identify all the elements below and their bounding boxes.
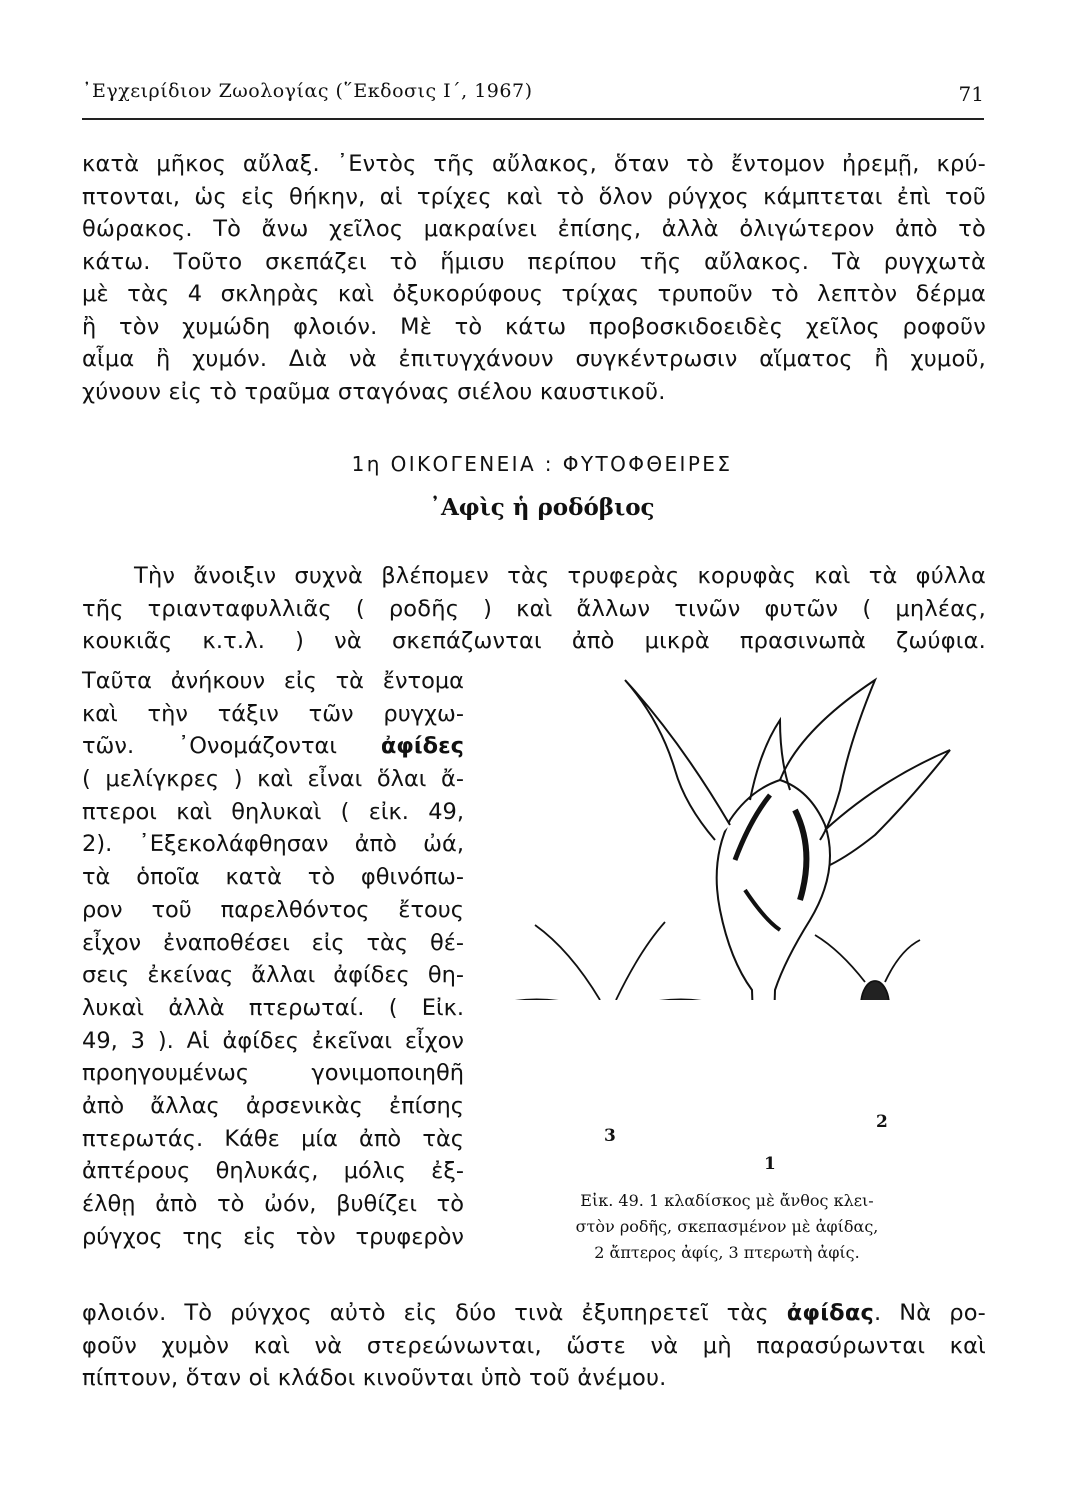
text-line: τὰ ὁποῖα κατὰ τὸ φθινόπω- — [82, 864, 464, 891]
winged-aphid-drawing — [495, 922, 720, 1000]
text-span: φλοιόν. Τὸ ρύγχος αὐτὸ εἰς δύο τινὰ ἐξυπηρετεῖ τὰς — [82, 1300, 787, 1326]
text-line: καὶ τὴν τάξιν τῶν ρυγχω- — [82, 700, 464, 727]
text-line: ἀπὸ ἄλλας ἀρσενικὰς ἐπίσης — [82, 1092, 464, 1119]
text-line: ἀπτέρους θηλυκάς, μόλις ἐξ- — [82, 1158, 464, 1185]
text-line: κάτω. Τοῦτο σκεπάζει τὸ ἥμισυ περίπου τῆς αὔλακος. Τὰ ρυγχωτὰ — [82, 248, 986, 275]
species-heading: ᾿Αφὶς ἡ ροδόβιος — [429, 494, 655, 521]
text-span: . Νὰ ρο- — [874, 1300, 986, 1326]
text-line: πτονται, ὡς εἰς θήκην, αἱ τρίχες καὶ τὸ ὅλον ρύγχος κάμπτεται ἐπὶ τοῦ — [82, 183, 986, 210]
caption-line: στὸν ροδῆς, σκεπασμένον μὲ ἀφίδας, — [575, 1217, 879, 1236]
term-afidas: ἀφίδας — [786, 1300, 875, 1326]
figure-49-illustration — [480, 660, 980, 1000]
wingless-aphid-drawing — [815, 935, 920, 1000]
text-line: Ταῦτα ἀνήκουν εἰς τὰ ἔντομα — [82, 668, 464, 694]
text-line: τῆς τριανταφυλλιᾶς ( ροδῆς ) καὶ ἄλλων τινῶν φυτῶν ( μηλέας, — [82, 595, 986, 622]
text-line: πτεροι καὶ θηλυκαὶ ( εἰκ. 49, — [82, 798, 464, 825]
text-line: 49, 3 ). Αἱ ἀφίδες ἐκεῖναι εἶχον — [82, 1027, 464, 1054]
text-line: κατὰ μῆκος αὔλαξ. ᾿Εντὸς τῆς αὔλακος, ὅταν τὸ ἔντομον ἠρεμῇ, κρύ- — [82, 151, 986, 177]
text-column — [82, 665, 464, 1253]
text-line: χύνουν εἰς τὸ τραῦμα σταγόνας σιέλου καυστικοῦ. — [82, 378, 666, 405]
text-line — [82, 1297, 986, 1330]
term-afides: ἀφίδες — [380, 733, 464, 760]
text-line: κουκιᾶς κ.τ.λ. ) νὰ σκεπάζωνται ἀπὸ μικρὰ πρασινωπὰ ζωύφια. — [82, 628, 986, 654]
text-line: θώρακος. Τὸ ἄνω χεῖλος μακραίνει ἐπίσης, ἀλλὰ ὀλιγώτερον ἀπὸ τὸ — [82, 216, 986, 242]
figure-label-1: 1 — [764, 1154, 776, 1174]
figure-label-3: 3 — [604, 1126, 616, 1146]
caption-line: 2 ἄπτερος ἀφίς, 3 πτερωτὴ ἀφίς. — [594, 1243, 860, 1262]
text-line: πίπτουν, ὅταν οἱ κλάδοι κινοῦνται ὑπὸ τοῦ ἀνέμου. — [82, 1365, 667, 1391]
text-line: εἶχον ἐναποθέσει εἰς τὰς θέ- — [82, 929, 464, 956]
text-line: φοῦν χυμὸν καὶ νὰ στερεώνωνται, ὥστε νὰ μὴ παρασύρωνται καὶ — [82, 1332, 986, 1359]
figure-caption — [492, 1188, 962, 1266]
text-line: μὲ τὰς 4 σκληρὰς καὶ ὀξυκορύφους τρίχας τρυποῦν τὸ λεπτὸν δέρμα — [82, 281, 986, 307]
page-number: 71 — [958, 82, 984, 106]
paragraph-2 — [82, 560, 986, 658]
text-line: πτερωτάς. Κάθε μία ἀπὸ τὰς — [82, 1125, 464, 1152]
text-line: αἷμα ἢ χυμόν. Διὰ νὰ ἐπιτυγχάνουν συγκέντρωσιν αἵματος ἢ χυμοῦ, — [82, 346, 986, 372]
figure-label-2: 2 — [876, 1112, 888, 1132]
paragraph-3 — [82, 1297, 986, 1395]
text-line: ( μελίγκρες ) καὶ εἶναι ὅλαι ἄ- — [82, 766, 464, 793]
text-line: έλθῃ ἀπὸ τὸ ὠόν, βυθίζει τὸ — [82, 1191, 464, 1217]
text-line: σεις ἐκείνας ἄλλαι ἀφίδες θη- — [82, 962, 464, 989]
text-span: τῶν. ᾿Ονομάζονται — [82, 733, 381, 760]
text-line: λυκαὶ ἀλλὰ πτερωταί. ( Εἰκ. — [82, 994, 464, 1021]
family-heading: 1η ΟΙΚΟΓΕΝΕΙΑ : ΦΥΤΟΦΘΕΙΡΕΣ — [351, 452, 733, 476]
paragraph-1 — [82, 148, 986, 408]
text-line: 2). ᾿Εξεκολάφθησαν ἀπὸ ὠά, — [82, 831, 464, 858]
text-line: προηγουμένως γονιμοποιηθῆ — [82, 1060, 464, 1087]
text-line — [82, 730, 464, 763]
text-line: ρον τοῦ παρελθόντος ἔτους — [82, 896, 464, 923]
book-title: ᾿Εγχειρίδιον Ζωολογίας (῞Εκδοσις Ι΄, 1967) — [82, 80, 533, 102]
text-line: ἢ τὸν χυμώδη φλοιόν. Μὲ τὸ κάτω προβοσκιδοειδὲς χεῖλος ροφοῦν — [82, 313, 986, 340]
rose-bud-drawing — [625, 680, 950, 1000]
text-line: ρύγχος της εἰς τὸν τρυφερὸν — [82, 1223, 464, 1250]
caption-line: Εἰκ. 49. 1 κλαδίσκος μὲ ἄνθος κλει- — [580, 1191, 874, 1210]
text-line: Τὴν ἄνοιξιν συχνὰ βλέπομεν τὰς τρυφερὰς κορυφὰς καὶ τὰ φύλλα — [134, 563, 986, 589]
running-header — [82, 78, 984, 120]
